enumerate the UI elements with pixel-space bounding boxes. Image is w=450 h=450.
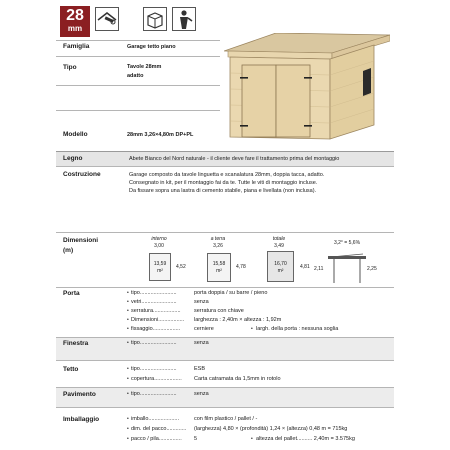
totale-depth: 4,81: [300, 264, 310, 270]
a-terra-depth: 4,78: [236, 264, 246, 270]
interno-depth: 4,52: [176, 264, 186, 270]
pavimento-value-tipo: senza: [194, 391, 209, 397]
porta-key-vetri: vetri.......................: [131, 299, 177, 305]
porta-key-dimensioni: Dimensioni.................: [131, 317, 185, 323]
dimensioni-unit: (m): [63, 247, 74, 254]
a-terra-area-unit: m²: [216, 268, 222, 274]
interno-area: 13,59: [153, 261, 167, 267]
tipo-value-line2: adatto: [127, 73, 144, 79]
porta-value-fissaggio: cerniere: [194, 326, 214, 332]
costruzione-line1: Garage composto da tavole linguetta e scanalatura 28mm, doppia tacca, adatto.: [129, 172, 325, 178]
interno-area-unit: m²: [157, 268, 163, 274]
pavimento-label: Pavimento: [63, 391, 96, 398]
imballaggio-bullet-1: •: [127, 416, 129, 422]
porta-bullet-2: •: [127, 299, 129, 305]
logo-unit: mm: [67, 24, 83, 33]
imballaggio-key-pacco: pacco / pila...............: [131, 436, 182, 442]
box-icon: [143, 7, 167, 31]
totale-caption: totale: [272, 236, 286, 242]
finestra-key-tipo: tipo........................: [131, 340, 177, 346]
porta-key-tipo: tipo........................: [131, 290, 177, 296]
imballaggio-value-imballo: con film plastico / pallet / -: [194, 416, 258, 422]
imballaggio-bullet-4: •: [251, 436, 253, 442]
imballaggio-label: Imballaggio: [63, 416, 100, 423]
finestra-value-tipo: senza: [194, 340, 209, 346]
tetto-bullet-1: •: [127, 366, 129, 372]
totale-area: 16,70: [274, 261, 287, 267]
finestra-label: Finestra: [63, 340, 89, 347]
tetto-label: Tetto: [63, 366, 79, 373]
imballaggio-value-pacco: 5: [194, 436, 198, 442]
tipo-label: Tipo: [63, 64, 77, 71]
modello-label: Modello: [63, 131, 88, 138]
interno-plan: [149, 253, 171, 281]
roof-slope: 3,2° = 5,6%: [333, 240, 361, 246]
finestra-row: [56, 337, 394, 360]
imballaggio-key-imballo: imballo....................: [131, 416, 179, 422]
tetto-value-copertura: Carta catramata da 1,5mm in rotolo: [194, 376, 281, 382]
costruzione-label: Costruzione: [63, 171, 101, 178]
porta-value-tipo: porta doppia / su barre / pieno: [194, 290, 268, 296]
tetto-key-tipo: tipo........................: [131, 366, 177, 372]
porta-value-vetri: senza: [194, 299, 209, 305]
costruzione-line2: Consegnato in kit, per il montaggio fai da te. Tutte le viti di montaggio incluse.: [129, 180, 318, 186]
tetto-bullet-2: •: [127, 376, 129, 382]
tetto-value-tipo: ESB: [194, 366, 206, 372]
totale-area-unit: m²: [277, 268, 284, 274]
porta-label: Porta: [63, 290, 80, 297]
pavimento-row: [56, 387, 394, 407]
a-terra-area: 15,58: [212, 261, 226, 267]
porta-bullet-3: •: [127, 308, 129, 314]
a-terra-width: 3,26: [213, 243, 223, 249]
garage-illustration: [224, 33, 390, 143]
tipo-value-line1: Tavole 28mm: [127, 64, 162, 70]
interno-caption: interno: [151, 236, 167, 242]
interno-width: 3,00: [154, 243, 164, 249]
tetto-key-copertura: copertura..................: [131, 376, 182, 382]
thickness-logo: [60, 6, 90, 37]
famiglia-label: Famiglia: [63, 43, 90, 50]
famiglia-value: Garage tetto piano: [127, 44, 176, 50]
imballaggio-bullet-3: •: [127, 436, 129, 442]
imballaggio-pallet-height: altezza del pallet.......... 2,40m = 3.575kg: [256, 436, 355, 442]
porta-bullet-1: •: [127, 290, 129, 296]
porta-value-dimensioni: larghezza : 2,40m × altezza : 1,92m: [194, 317, 282, 323]
a-terra-caption: a terra: [210, 236, 226, 242]
porta-bullet-4: •: [127, 317, 129, 323]
worker-icon: [172, 7, 196, 31]
dimensioni-label: Dimensioni: [63, 237, 99, 244]
pavimento-key-tipo: tipo........................: [131, 391, 177, 397]
pavimento-bullet: •: [127, 391, 129, 397]
porta-bullet-6: •: [251, 326, 253, 332]
modello-value: 28mm 3,26×4,80m DP+PL: [127, 132, 194, 138]
logo-number: 28: [66, 7, 84, 24]
profile-height-right: 2,25: [367, 266, 377, 272]
porta-bullet-5: •: [127, 326, 129, 332]
costruzione-line3: Da fissare sopra una lastra di cemento stabile, piana e livellata (non inclusa).: [129, 188, 317, 194]
porta-key-serratura: serratura..................: [131, 308, 181, 314]
legno-value: Abete Bianco del Nord naturale - il cliente deve fare il trattamento prima del montaggio: [129, 156, 340, 162]
profile-height-left: 2,11: [314, 266, 324, 272]
finestra-bullet: •: [127, 340, 129, 346]
legno-label: Legno: [63, 155, 83, 162]
side-profile-diagram: [327, 248, 367, 284]
imballaggio-value-dimensioni: (larghezza) 4,80 × (profondità) 1,24 × (altezza) 0,48 m = 715kg: [194, 426, 348, 432]
imballaggio-bullet-2: •: [127, 426, 129, 432]
totale-width: 3,49: [274, 243, 284, 249]
porta-threshold: largh. della porta : nessuna soglia: [256, 326, 339, 332]
porta-value-serratura: serratura con chiave: [194, 308, 244, 314]
imballaggio-key-dimensioni: dim. del pacco.............: [131, 426, 187, 432]
porta-key-fissaggio: fissaggio..................: [131, 326, 181, 332]
roof-wrench-icon: [95, 7, 119, 31]
